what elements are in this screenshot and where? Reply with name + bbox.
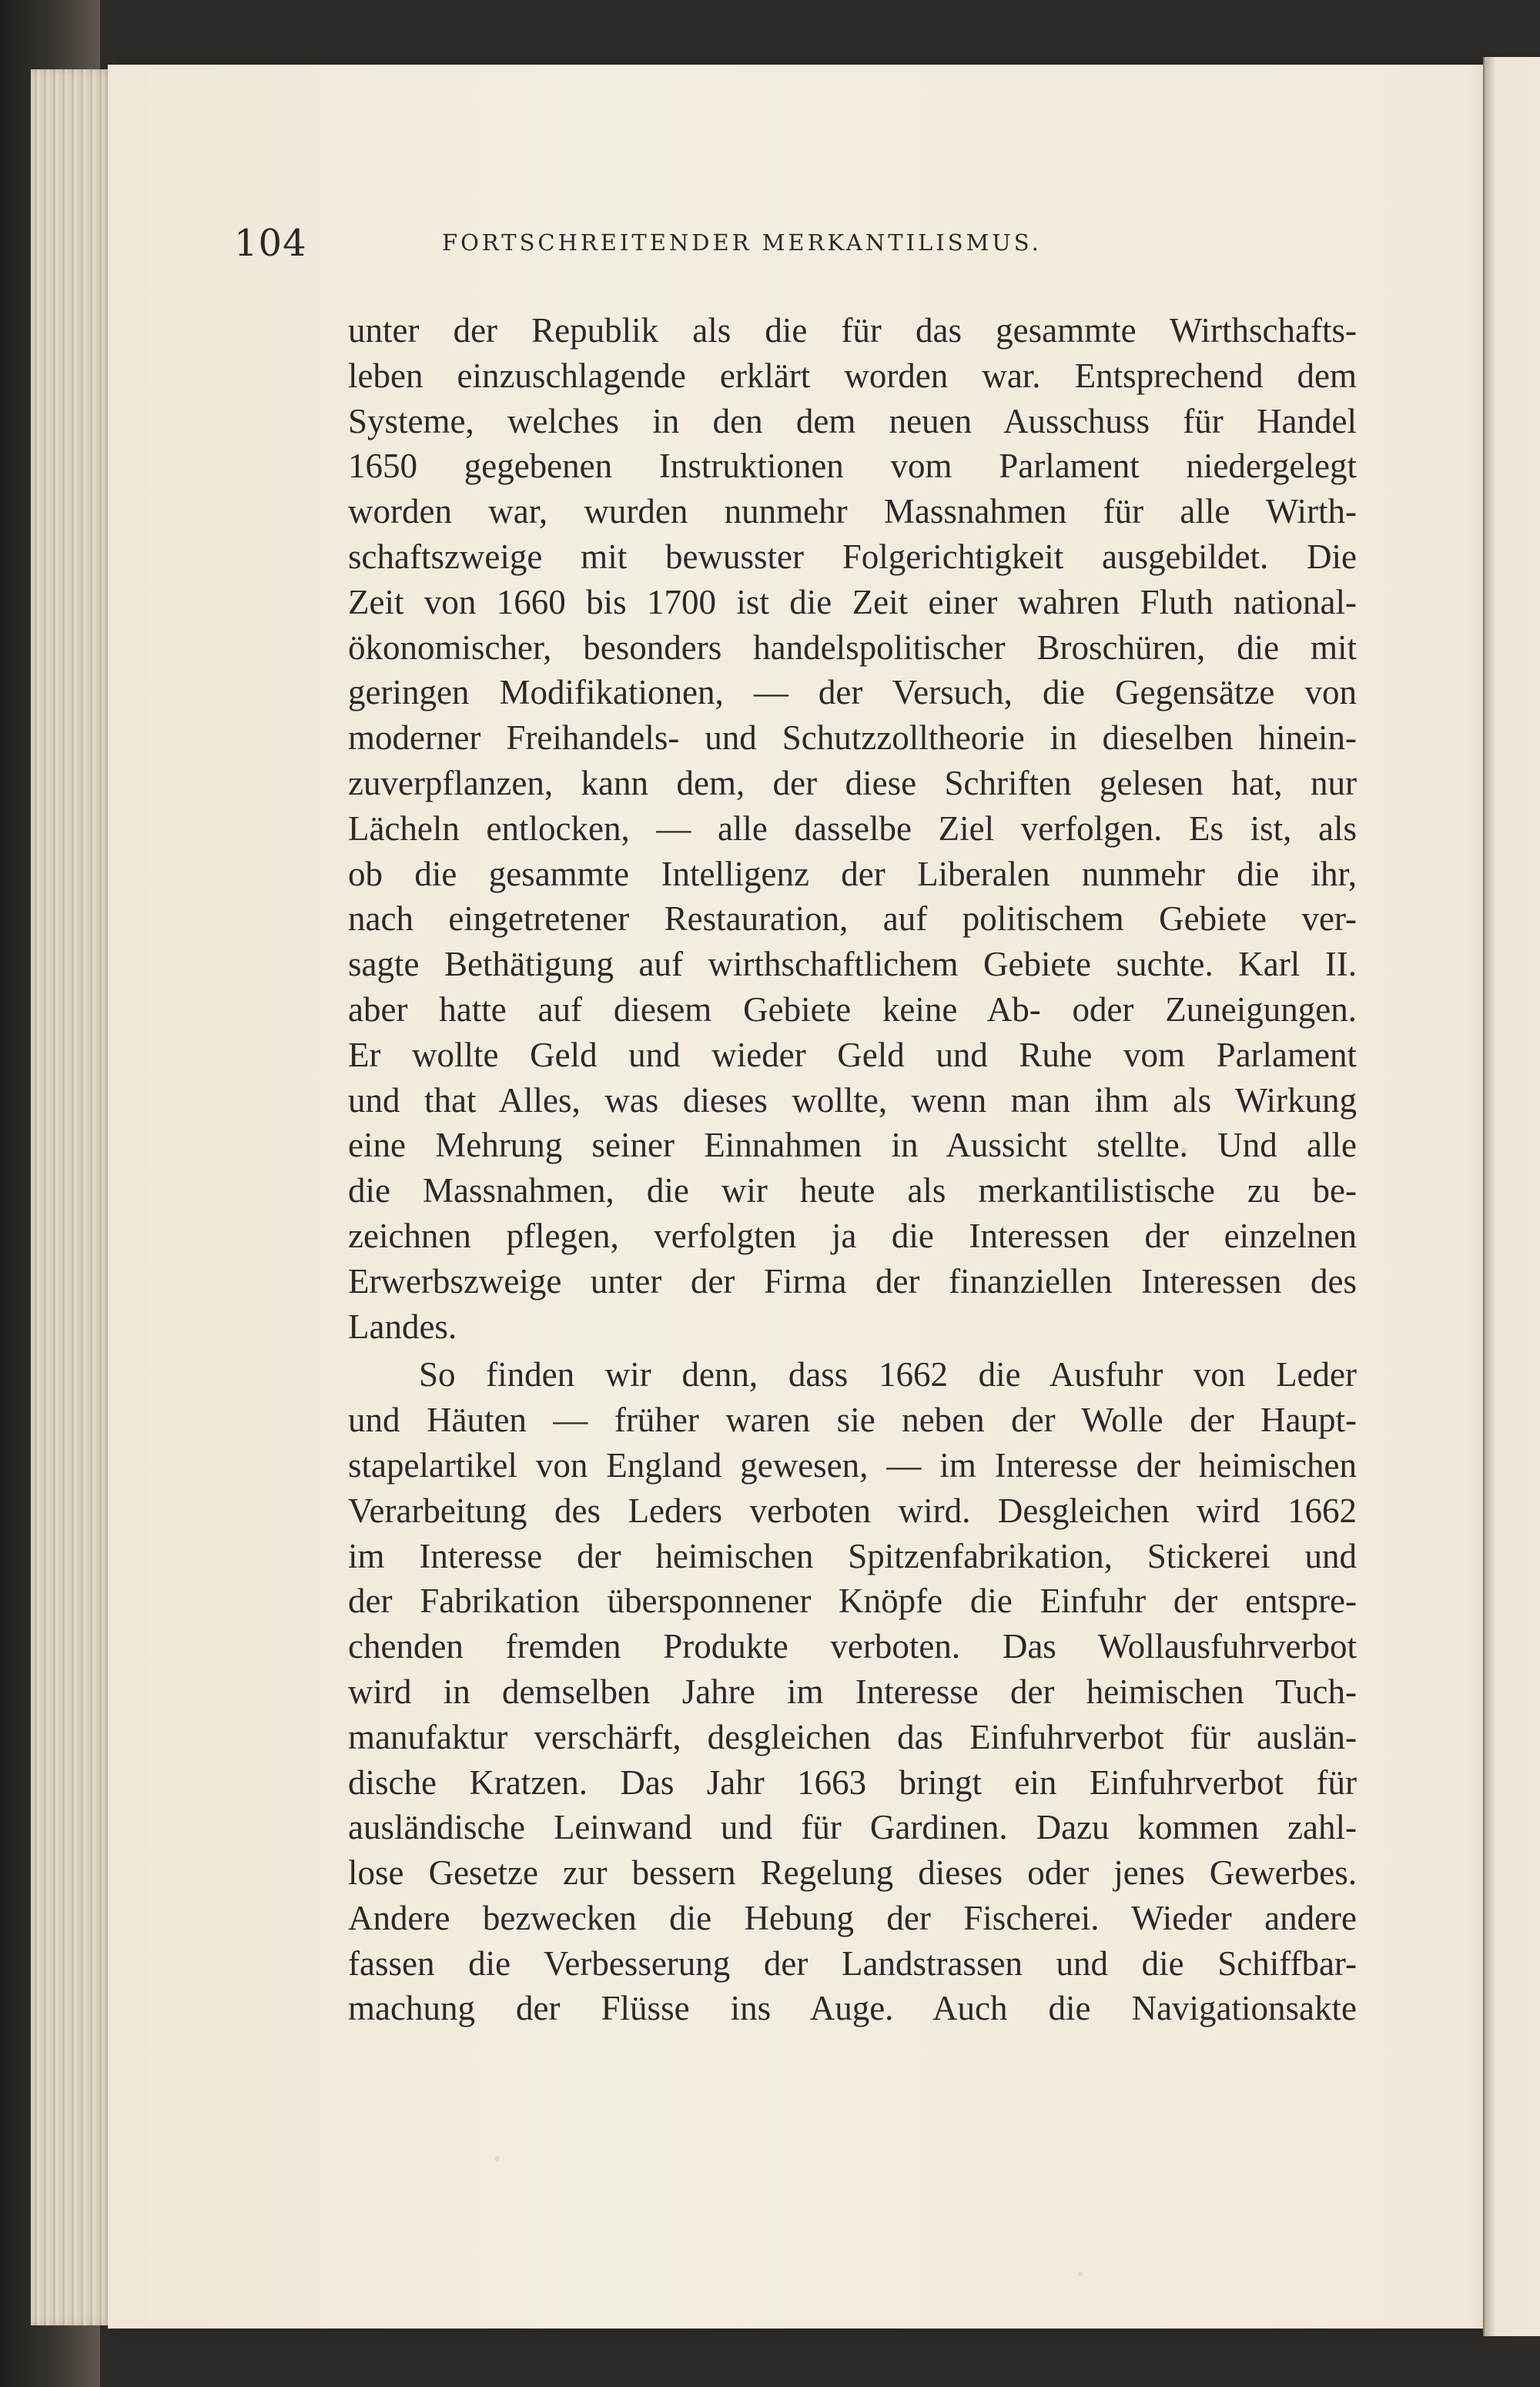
text-line: zeichnen pflegen, verfolgten ja die Interessen der einzelnen	[348, 1216, 1357, 1255]
text-line: der Fabrikation übersponnener Knöpfe die Einfuhr der entspre-	[348, 1582, 1357, 1621]
text-line: ob die gesammte Intelligenz der Liberalen nunmehr die ihr,	[348, 854, 1357, 893]
page-number: 104	[234, 222, 307, 265]
text-line: Landes.	[348, 1307, 457, 1346]
text-line: geringen Modifikationen, — der Versuch, die Gegensätze von	[348, 673, 1357, 712]
text-line: eine Mehrung seiner Einnahmen in Aussicht stellte. Und alle	[348, 1126, 1357, 1165]
text-line: Lächeln entlocken, — alle dasselbe Ziel verfolgen. Es ist, als	[348, 808, 1357, 848]
body-text	[348, 308, 1357, 2031]
paper-speck	[494, 2156, 500, 2161]
text-line: machung der Flüsse ins Auge. Auch die Navigationsakte	[348, 1989, 1357, 2028]
text-line: schaftszweige mit bewusster Folgerichtigkeit ausgebildet. Die	[348, 537, 1357, 576]
text-line: Verarbeitung des Leders verboten wird. Desgleichen wird 1662	[348, 1491, 1357, 1530]
paper-speck	[1078, 2272, 1083, 2276]
text-line: wird in demselben Jahre im Interesse der heimischen Tuch-	[348, 1672, 1357, 1711]
text-line: Zeit von 1660 bis 1700 ist die Zeit einer wahren Fluth national-	[348, 582, 1357, 621]
text-line: Erwerbszweige unter der Firma der finanziellen Interessen des	[348, 1261, 1357, 1301]
running-head: FORTSCHREITENDER MERKANTILISMUS.	[442, 229, 1042, 256]
text-line: ausländische Leinwand und für Gardinen. Dazu kommen zahl-	[348, 1808, 1357, 1847]
paragraph-2	[348, 1352, 1357, 2031]
text-line: zuverpflanzen, kann dem, der diese Schriften gelesen hat, nur	[348, 763, 1357, 802]
text-line: moderner Freihandels- und Schutzzolltheorie in dieselben hinein-	[348, 718, 1357, 758]
text-line: ökonomischer, besonders handelspolitischer Broschüren, die mit	[348, 628, 1357, 667]
text-line: fassen die Verbesserung der Landstrassen und die Schiffbar-	[348, 1943, 1357, 1983]
page-stack-edge	[31, 69, 116, 2325]
next-page-edge	[1483, 57, 1540, 2336]
text-line: aber hatte auf diesem Gebiete keine Ab- oder Zuneigungen.	[348, 989, 1357, 1029]
text-line: chenden fremden Produkte verboten. Das Wollausfuhrverbot	[348, 1627, 1357, 1666]
text-line: Systeme, welches in den dem neuen Ausschuss für Handel	[348, 401, 1357, 440]
text-line: und that Alles, was dieses wollte, wenn man ihm als Wirkung	[348, 1080, 1357, 1120]
text-line: nach eingetretener Restauration, auf politischem Gebiete ver-	[348, 899, 1357, 939]
text-line: Er wollte Geld und wieder Geld und Ruhe vom Parlament	[348, 1035, 1357, 1074]
text-line: lose Gesetze zur bessern Regelung dieses oder jenes Gewerbes.	[348, 1853, 1357, 1893]
text-line: 1650 gegebenen Instruktionen vom Parlament niedergelegt	[348, 447, 1357, 486]
text-line: stapelartikel von England gewesen, — im Interesse der heimischen	[348, 1445, 1357, 1485]
text-line: leben einzuschlagende erklärt worden war. Entsprechend dem	[348, 356, 1357, 395]
text-line: manufaktur verschärft, desgleichen das Einfuhrverbot für auslän-	[348, 1717, 1357, 1756]
text-line: unter der Republik als die für das gesammte Wirthschafts-	[348, 311, 1357, 350]
text-line: dische Kratzen. Das Jahr 1663 bringt ein Einfuhrverbot für	[348, 1763, 1357, 1802]
text-line: sagte Bethätigung auf wirthschaftlichem Gebiete suchte. Karl II.	[348, 945, 1357, 984]
text-line: Andere bezwecken die Hebung der Fischerei. Wieder andere	[348, 1898, 1357, 1937]
text-line: im Interesse der heimischen Spitzenfabrikation, Stickerei und	[348, 1536, 1357, 1575]
text-line: So finden wir denn, dass 1662 die Ausfuhr von Leder	[419, 1355, 1357, 1394]
text-line: worden war, wurden nunmehr Massnahmen für alle Wirth-	[348, 492, 1357, 531]
paragraph-1	[348, 308, 1357, 1349]
text-line: die Massnahmen, die wir heute als merkantilistische zu be-	[348, 1171, 1357, 1210]
page-header	[234, 222, 1312, 271]
text-line: und Häuten — früher waren sie neben der Wolle der Haupt-	[348, 1401, 1357, 1440]
